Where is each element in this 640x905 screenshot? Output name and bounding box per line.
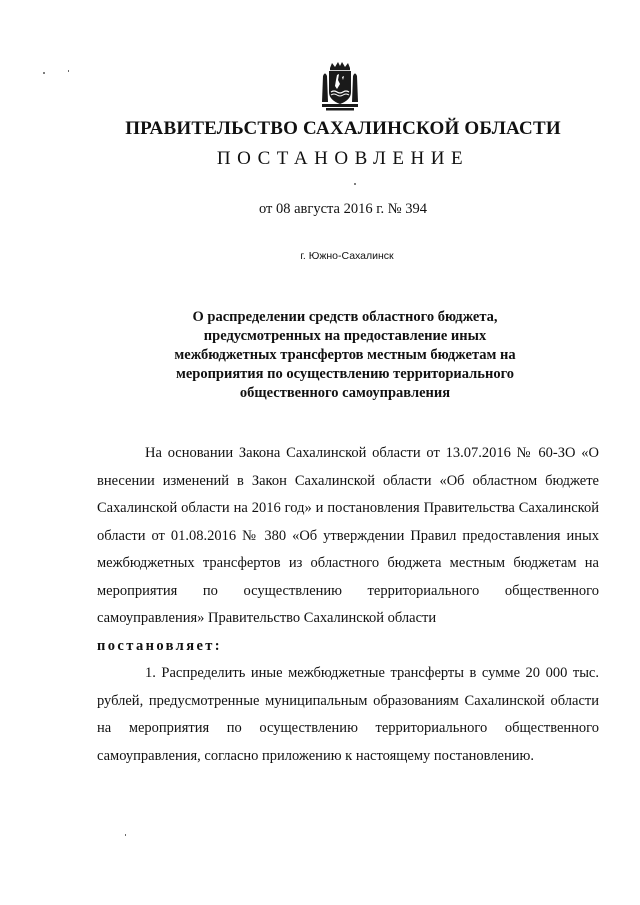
scan-speck (125, 834, 126, 836)
scan-speck (354, 183, 356, 185)
government-name: ПРАВИТЕЛЬСТВО САХАЛИНСКОЙ ОБЛАСТИ (125, 118, 561, 139)
document-body (97, 440, 599, 770)
title-line: предусмотренных на предоставление иных (203, 328, 487, 344)
title-line: межбюджетных трансфертов местным бюджетам на (174, 347, 516, 363)
title-line: О распределении средств областного бюджета, (192, 309, 498, 325)
document-title (150, 308, 540, 403)
document-type: ПОСТАНОВЛЕНИЕ (216, 148, 470, 169)
item-1-paragraph: 1. Распределить иные межбюджетные трансферты в сумме 20 000 тыс. рублей, предусмотренные муниципальным образованиям Сахалинской области на мероприятия по осуществлению территориального общественного самоуправления, согласно приложению к настоящему постановлению. (97, 665, 599, 764)
preamble-paragraph: На основании Закона Сахалинской области от 13.07.2016 № 60-ЗО «О внесении изменений в Закон Сахалинской области «Об областном бюджете Сахалинской области на 2016 год» и постановления Правительства Сахалинской области от 01.08.2016 № 380 «Об утверждении Правил предоставления иных межбюджетных трансфертов из областного бюджета местным бюджетам на мероприятия по осуществлению территориального общественного самоуправления» Правительство Сахалинской области (97, 445, 599, 626)
scan-speck (68, 70, 69, 72)
sakhalin-coat-of-arms-icon (320, 62, 360, 112)
title-line: мероприятия по осуществлению территориального (175, 366, 515, 382)
title-line: общественного самоуправления (239, 385, 451, 401)
decree-word: постановляет: (97, 637, 223, 654)
document-city: г. Южно-Сахалинск (300, 250, 394, 262)
scan-speck (43, 72, 45, 74)
document-date-number: от 08 августа 2016 г. № 394 (258, 201, 428, 217)
